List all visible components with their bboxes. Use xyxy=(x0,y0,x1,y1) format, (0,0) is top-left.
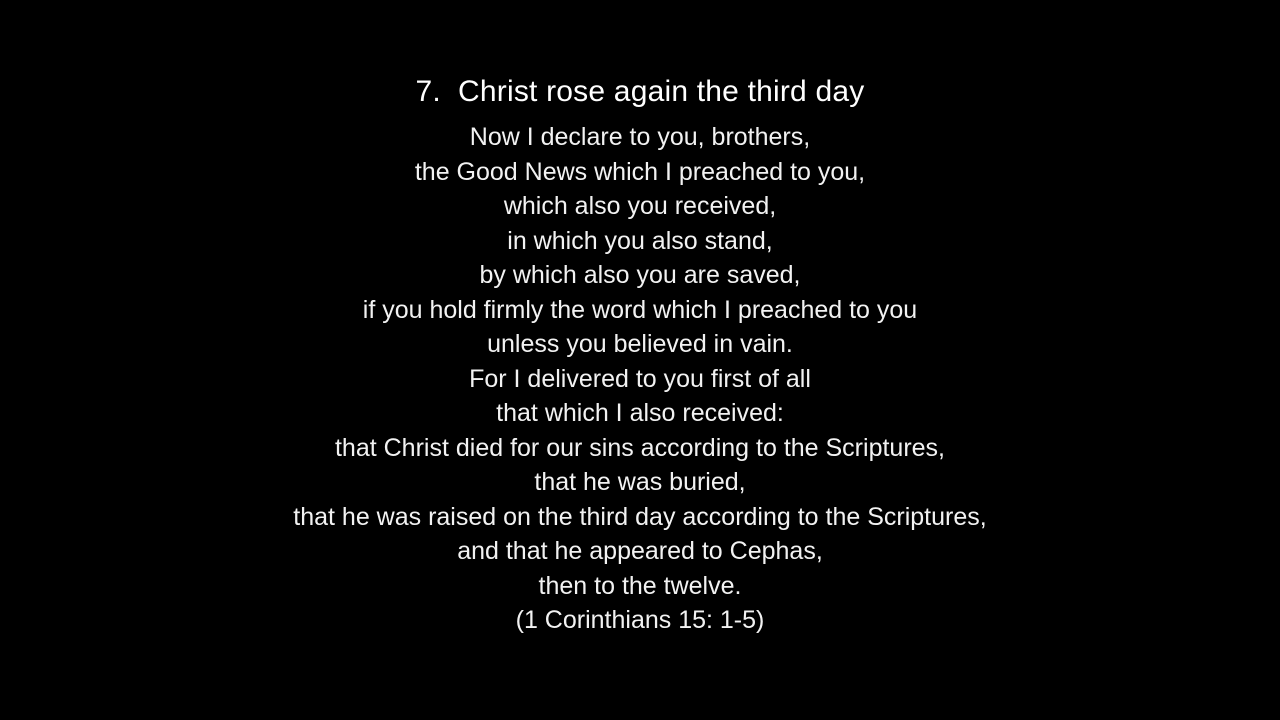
scripture-reference: (1 Corinthians 15: 1-5) xyxy=(515,606,765,634)
verse-line: that he was buried, xyxy=(534,468,746,496)
verse-line: Now I declare to you, brothers, xyxy=(469,123,811,151)
verse-line: and that he appeared to Cephas, xyxy=(457,537,823,565)
slide-title: 7. Christ rose again the third day xyxy=(415,75,865,108)
verse-line: if you hold firmly the word which I preached to you xyxy=(362,295,918,324)
verse-line: that he was raised on the third day according to the Scriptures, xyxy=(293,502,987,531)
verse-line: in which you also stand, xyxy=(507,226,773,255)
verse-line: then to the twelve. xyxy=(538,571,742,600)
verse-line: For I delivered to you first of all xyxy=(469,364,811,393)
slide-content xyxy=(0,70,1280,638)
verse-line: unless you believed in vain. xyxy=(487,330,793,358)
verse-line: that Christ died for our sins according to the Scriptures, xyxy=(334,433,945,462)
verse-line: which also you received, xyxy=(503,192,777,220)
verse-line: the Good News which I preached to you, xyxy=(414,157,866,186)
verse-line: that which I also received: xyxy=(496,399,784,427)
verse-line: by which also you are saved, xyxy=(479,261,801,289)
scripture-passage xyxy=(0,120,1280,603)
